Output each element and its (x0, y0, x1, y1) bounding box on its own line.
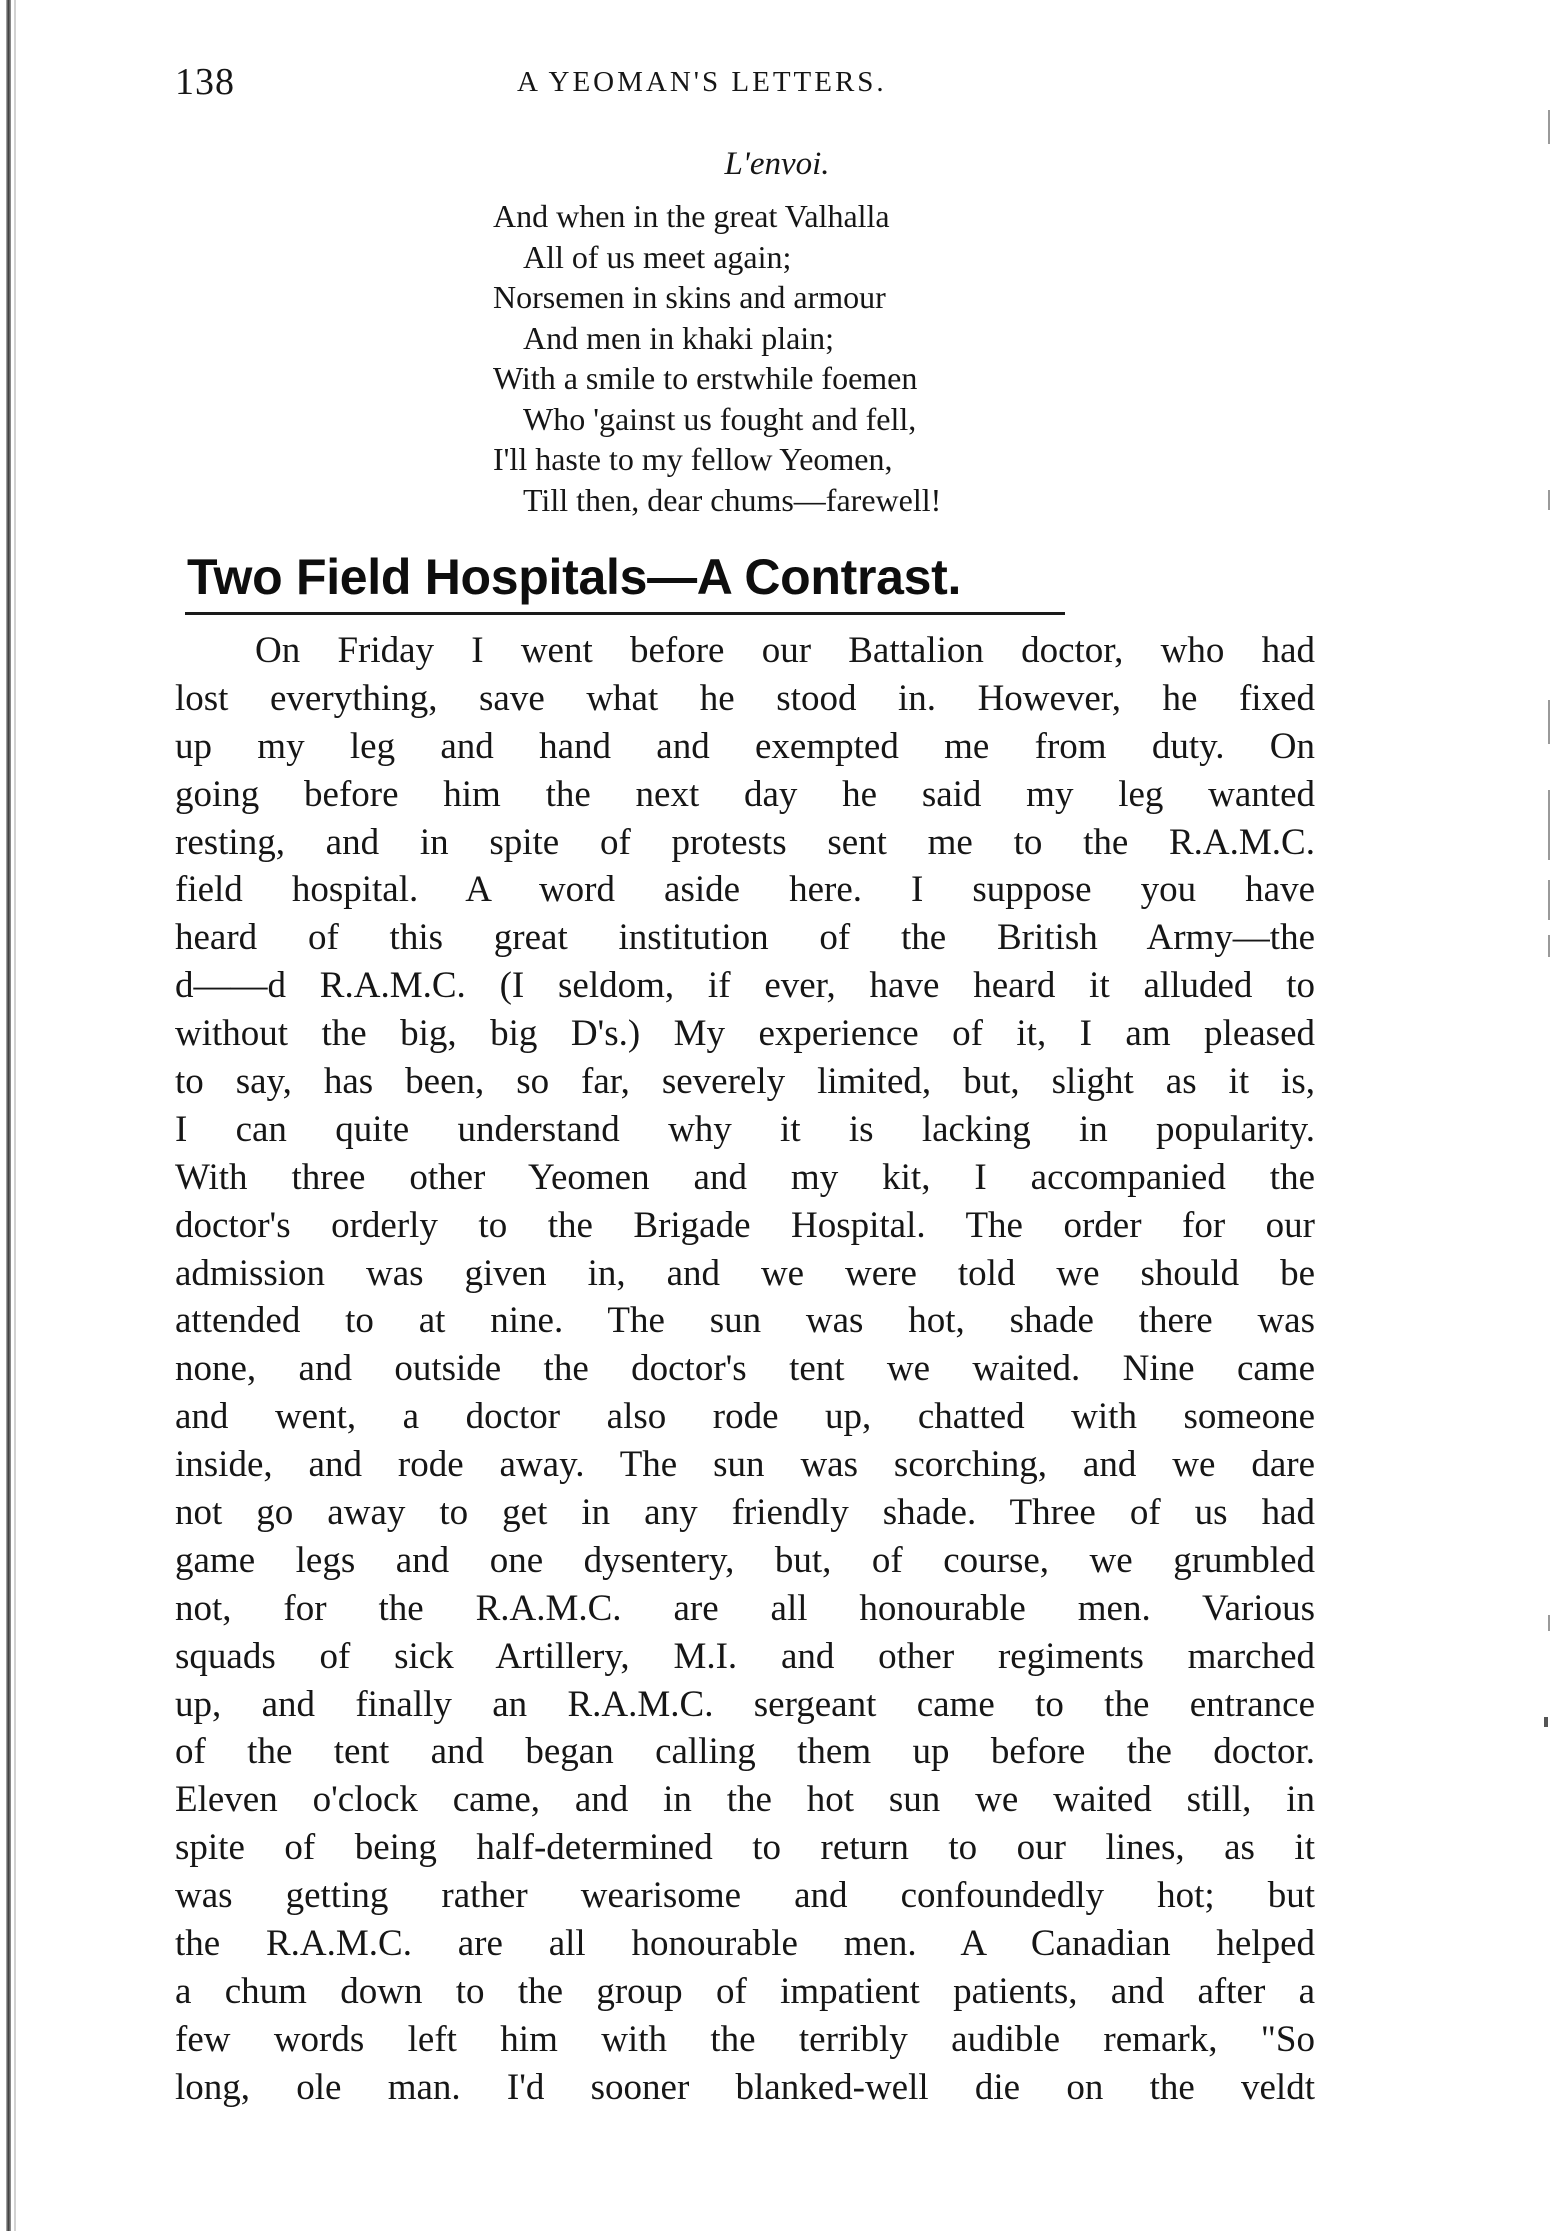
body-line: not go away to get in any friendly shade. Three of us had (175, 1492, 1315, 1534)
body-line: of the tent and began calling them up before the doctor. (175, 1731, 1315, 1773)
body-line: doctor's orderly to the Brigade Hospital. The order for our (175, 1204, 1315, 1246)
poem-line: All of us meet again; (523, 238, 792, 275)
body-line: and went, a doctor also rode up, chatted with someone (175, 1396, 1315, 1438)
body-line: Eleven o'clock came, and in the hot sun we waited still, in (175, 1779, 1315, 1821)
body-line: lost everything, save what he stood in. However, he fixed (175, 677, 1315, 719)
poem-line: And when in the great Valhalla (493, 198, 890, 234)
envoi-title: L'envoi. (724, 146, 830, 182)
body-line: resting, and in spite of protests sent me to the R.A.M.C. (175, 821, 1315, 863)
section-heading: Two Field Hospitals—A Contrast. (187, 549, 962, 605)
body-line: admission was given in, and we were told we should be (175, 1252, 1315, 1294)
running-title: A YEOMAN'S LETTERS. (517, 66, 887, 98)
book-spine-shadow (6, 0, 11, 2231)
body-line: none, and outside the doctor's tent we waited. Nine came (175, 1348, 1315, 1390)
poem-line: I'll haste to my fellow Yeomen, (493, 441, 893, 477)
body-line: few words left him with the terribly audible remark, "So (175, 2018, 1315, 2060)
body-line: was getting rather wearisome and confoundedly hot; but (175, 1875, 1315, 1917)
body-line: On Friday I went before our Battalion doctor, who had (255, 630, 1315, 671)
scan-artifact (1548, 1615, 1550, 1631)
body-line: a chum down to the group of impatient patients, and after a (175, 1970, 1315, 2012)
scan-artifact (1548, 790, 1550, 860)
scan-artifact (1544, 1717, 1548, 1727)
heading-underline (185, 612, 1065, 615)
body-line: to say, has been, so far, severely limited, but, slight as it is, (175, 1061, 1315, 1103)
poem-line: Till then, dear chums—farewell! (523, 481, 942, 518)
body-line: up, and finally an R.A.M.C. sergeant came to the entrance (175, 1683, 1315, 1725)
body-line: going before him the next day he said my leg wanted (175, 773, 1315, 815)
body-line: game legs and one dysentery, but, of course, we grumbled (175, 1539, 1315, 1581)
scan-artifact (1548, 700, 1550, 744)
body-line: field hospital. A word aside here. I suppose you have (175, 869, 1315, 911)
scan-artifact (1548, 490, 1550, 510)
envoi-poem (493, 196, 1193, 520)
scan-artifact (1548, 110, 1550, 144)
poem-line: And men in khaki plain; (523, 319, 835, 356)
body-line: attended to at nine. The sun was hot, shade there was (175, 1300, 1315, 1342)
body-line: long, ole man. I'd sooner blanked-well die on the veldt (175, 2066, 1315, 2108)
body-line: without the big, big D's.) My experience of it, I am pleased (175, 1013, 1315, 1055)
body-line: With three other Yeomen and my kit, I accompanied the (175, 1156, 1315, 1198)
scan-artifact (1548, 935, 1550, 957)
body-line: spite of being half-determined to return to our lines, as it (175, 1827, 1315, 1869)
body-line: d——d R.A.M.C. (I seldom, if ever, have heard it alluded to (175, 965, 1315, 1007)
body-line: heard of this great institution of the British Army—the (175, 917, 1315, 959)
poem-line: Norsemen in skins and armour (493, 279, 886, 315)
body-line: up my leg and hand and exempted me from duty. On (175, 725, 1315, 767)
poem-line: With a smile to erstwhile foemen (493, 360, 918, 396)
running-head (175, 60, 1315, 108)
book-spine-edge (14, 0, 16, 2231)
page-number: 138 (175, 61, 235, 103)
body-line: squads of sick Artillery, M.I. and other regiments marched (175, 1635, 1315, 1677)
body-line: the R.A.M.C. are all honourable men. A Canadian helped (175, 1923, 1315, 1965)
body-text (175, 627, 1315, 2112)
body-line: I can quite understand why it is lacking in popularity. (175, 1108, 1315, 1150)
poem-line: Who 'gainst us fought and fell, (523, 400, 917, 437)
body-line: not, for the R.A.M.C. are all honourable men. Various (175, 1587, 1315, 1629)
body-line: inside, and rode away. The sun was scorching, and we dare (175, 1444, 1315, 1486)
scan-artifact (1548, 880, 1550, 920)
